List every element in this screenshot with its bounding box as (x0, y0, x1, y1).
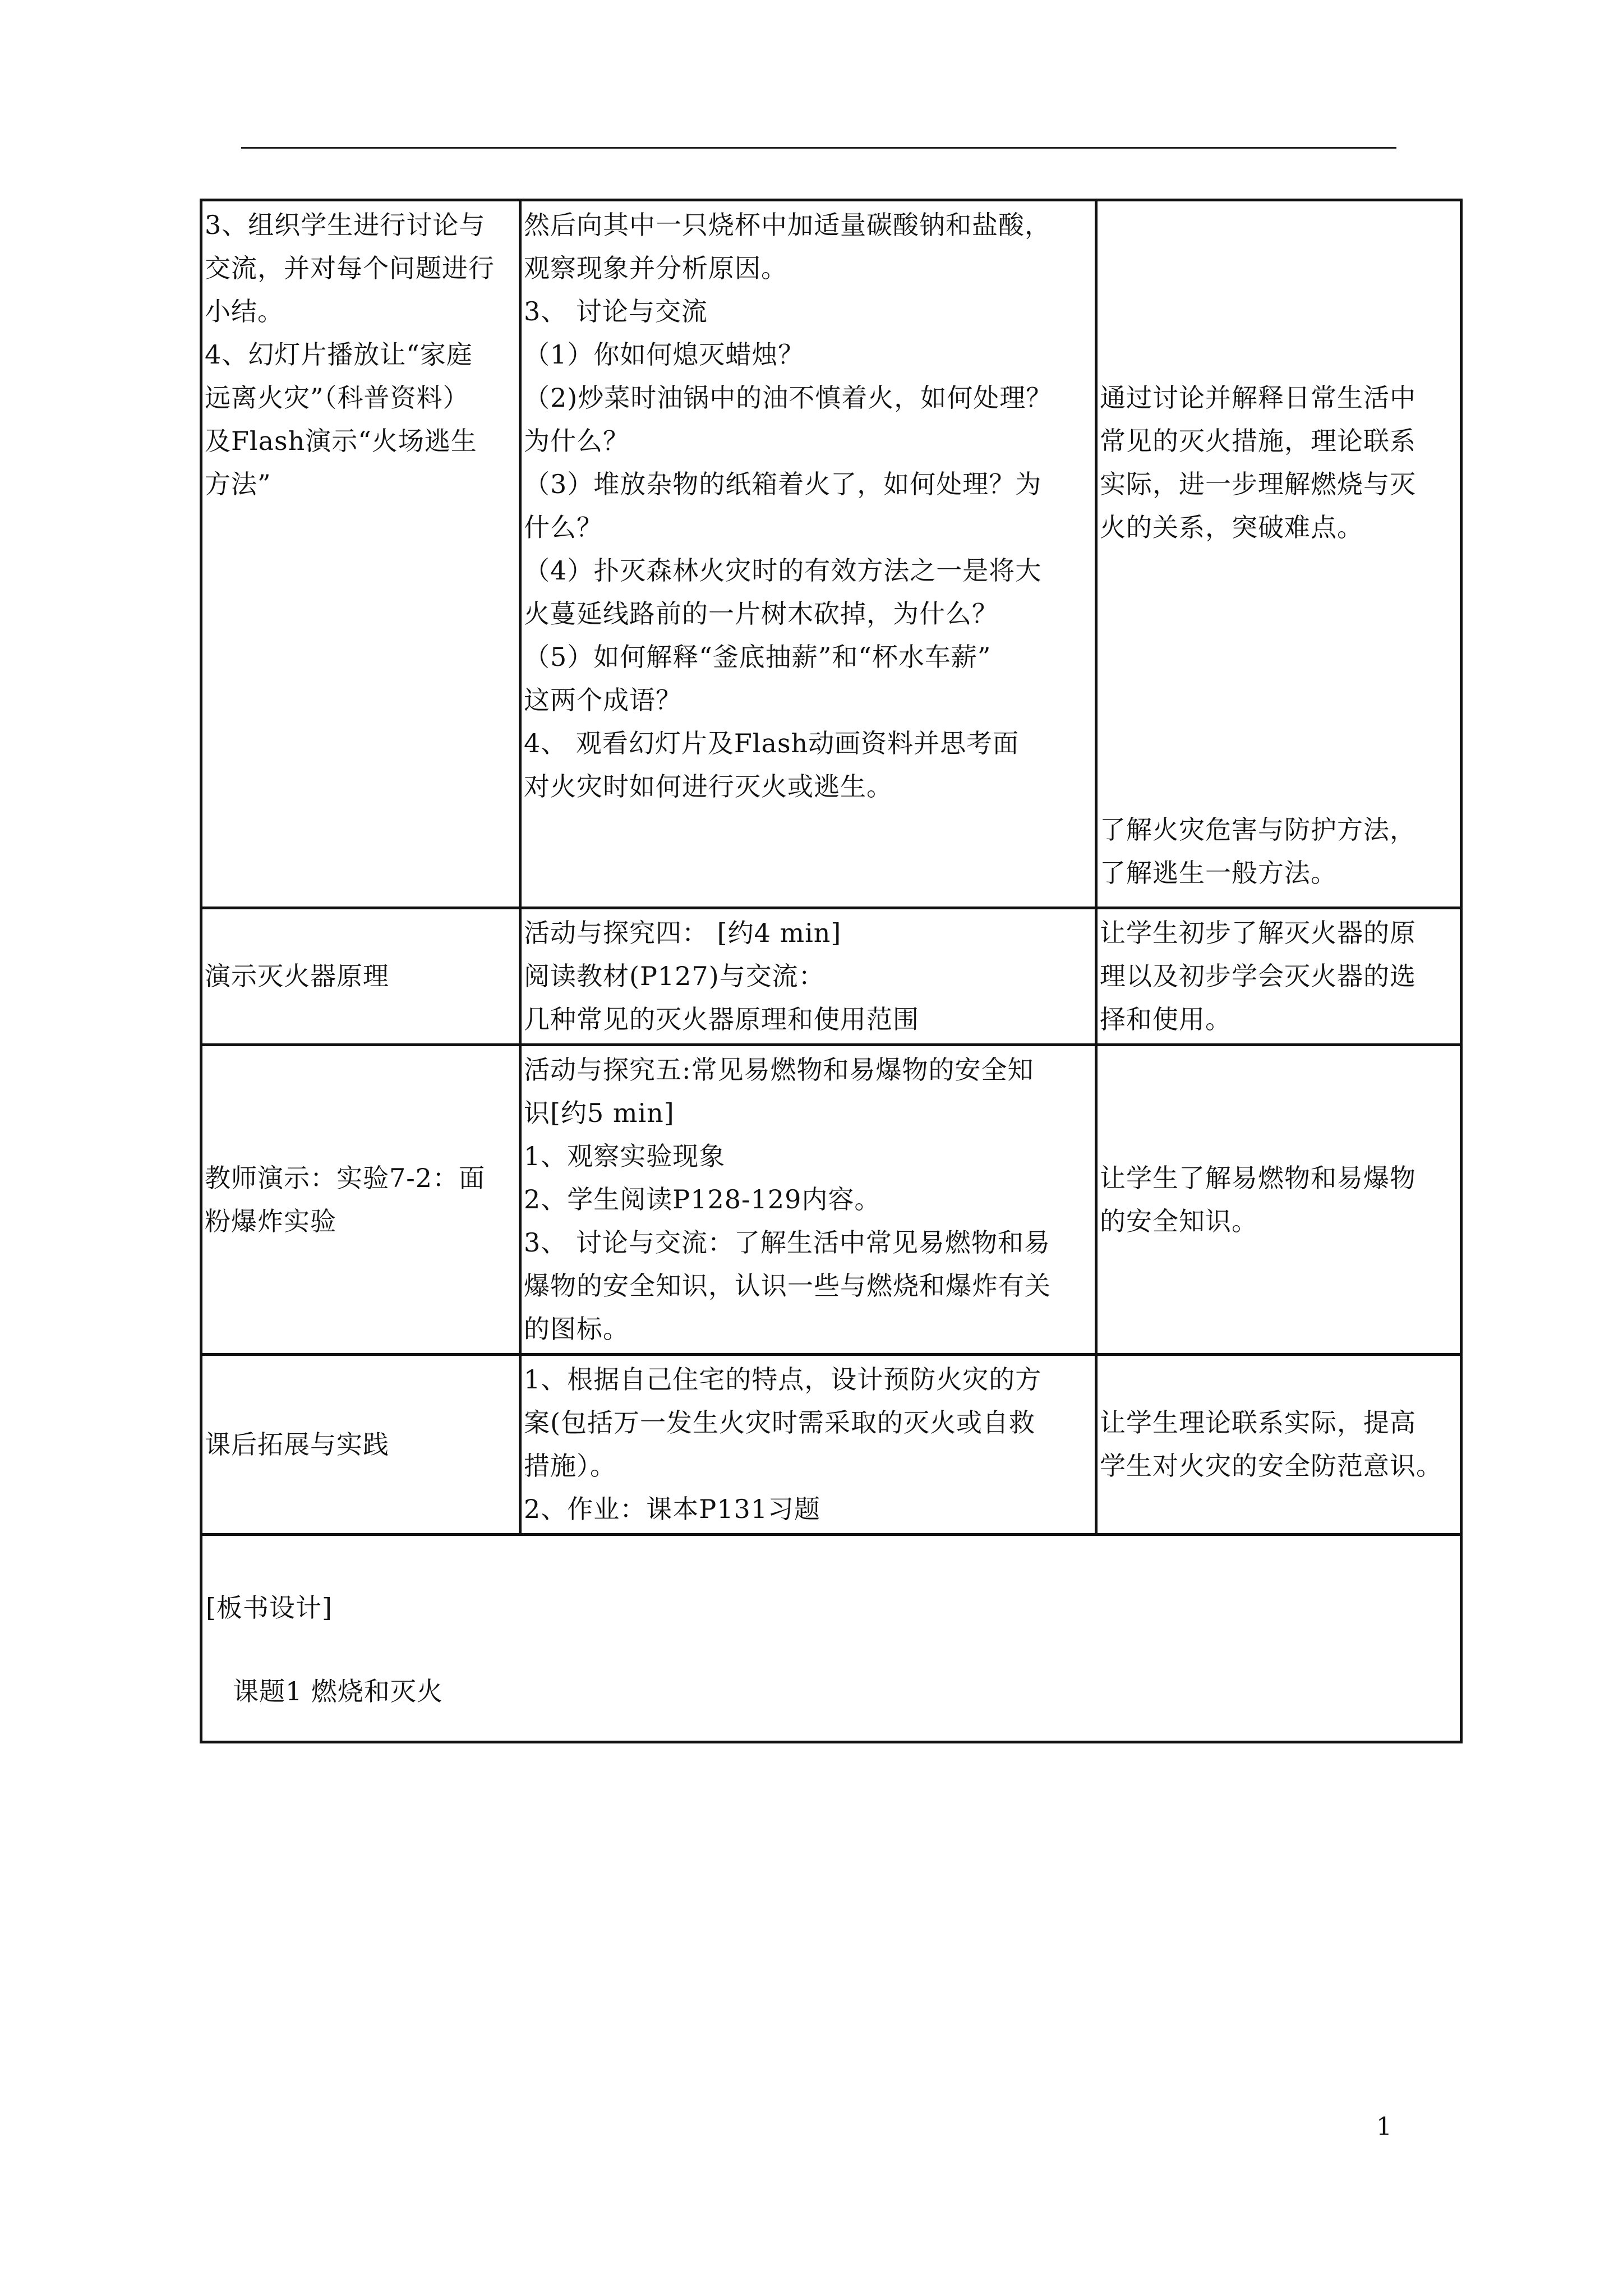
text-line: 让学生了解易燃物和易爆物 (1100, 1162, 1416, 1193)
text-line: 这两个成语？ (524, 685, 682, 715)
text-line: 活动与探究四： [约4 min] (524, 918, 842, 948)
text-line: 及Flash演示“火场逃生 (205, 426, 477, 456)
text-line: 4、幻灯片播放让“家庭 (205, 339, 473, 370)
text-line: 观察现象并分析原因。 (524, 253, 787, 283)
text-line: 实际，进一步理解燃烧与灭 (1100, 469, 1416, 499)
teacher-activity-cell (201, 908, 520, 1045)
table-row (201, 1535, 1461, 1742)
text-line: 案(包括万一发生火灾时需采取的灭火或自救 (524, 1407, 1035, 1438)
text-line: 为什么？ (524, 426, 629, 456)
text-line: 通过讨论并解释日常生活中 (1100, 383, 1416, 413)
text-line: 演示灭火器原理 (205, 961, 389, 991)
design-intent-cell (1096, 1045, 1461, 1355)
text-line: 措施）。 (524, 1451, 616, 1481)
text-line: 3、组织学生进行讨论与 (205, 210, 486, 240)
table-row (201, 200, 1461, 908)
text-line: 小结。 (205, 296, 284, 326)
text-line: 3、 讨论与交流 (524, 296, 708, 326)
table-row (201, 1045, 1461, 1355)
text-line: 阅读教材(P127)与交流： (524, 961, 825, 991)
teacher-activity-cell (201, 1045, 520, 1355)
table-row (201, 908, 1461, 1045)
student-activity-cell (520, 1045, 1096, 1355)
text-line: 1、观察实验现象 (524, 1141, 726, 1171)
text-line: （5）如何解释“釜底抽薪”和“杯水车薪” (524, 642, 992, 672)
text-line: 交流，并对每个问题进行 (205, 253, 495, 283)
text-line: 2、作业：课本P131习题 (524, 1494, 821, 1524)
text-line: （3）堆放杂物的纸箱着火了，如何处理？为 (524, 469, 1042, 499)
text-line: 远离火灾”（科普资料） (205, 383, 469, 413)
text-line: 课后拓展与实践 (205, 1429, 389, 1460)
text-line: （4）扑灭森林火灾时的有效方法之一是将大 (524, 555, 1042, 586)
board-design-heading: [板书设计] (206, 1593, 333, 1623)
design-intent-cell (1096, 200, 1461, 908)
header-rule (241, 147, 1396, 149)
text-line: 然后向其中一只烧杯中加适量碳酸钠和盐酸， (524, 210, 1051, 240)
text-line: 对火灾时如何进行灭火或逃生。 (524, 771, 893, 802)
text-line: 常见的灭火措施，理论联系 (1100, 426, 1416, 456)
text-line: 学生对火灾的安全防范意识。 (1100, 1451, 1442, 1481)
student-activity-cell (520, 200, 1096, 908)
text-line: 什么？ (524, 512, 603, 542)
text-line: 方法” (205, 469, 271, 499)
student-activity-cell (520, 1355, 1096, 1535)
text-line: 火蔓延线路前的一片树木砍掉，为什么？ (524, 599, 998, 629)
text-line: 择和使用。 (1100, 1004, 1232, 1034)
text-line: 了解逃生一般方法。 (1100, 858, 1337, 888)
text-line: 4、 观看幻灯片及Flash动画资料并思考面 (524, 728, 1020, 758)
board-design-cell (201, 1535, 1461, 1742)
text-line: 了解火灾危害与防护方法， (1100, 815, 1416, 845)
text-line: 活动与探究五:常见易燃物和易爆物的安全知 (524, 1055, 1034, 1085)
text-line: 的图标。 (524, 1314, 629, 1344)
page-number: 1 (1376, 2113, 1392, 2141)
text-line: （1）你如何熄灭蜡烛？ (524, 339, 805, 370)
design-intent-cell (1096, 1355, 1461, 1535)
board-design-topic: 课题1 燃烧和灭火 (233, 1676, 443, 1706)
text-line: 1、根据自己住宅的特点，设计预防火灾的方 (524, 1364, 1042, 1395)
text-line: 几种常见的灭火器原理和使用范围 (524, 1004, 919, 1034)
text-line: 火的关系，突破难点。 (1100, 512, 1363, 542)
text-line: 理以及初步学会灭火器的选 (1100, 961, 1416, 991)
text-line: 的安全知识。 (1100, 1205, 1258, 1236)
lesson-plan-table (200, 199, 1463, 1743)
design-intent-cell (1096, 908, 1461, 1045)
student-activity-cell (520, 908, 1096, 1045)
text-line: 3、 讨论与交流：了解生活中常见易燃物和易 (524, 1227, 1050, 1258)
table-row (201, 1355, 1461, 1535)
text-line: 爆物的安全知识，认识一些与燃烧和爆炸有关 (524, 1271, 1051, 1301)
text-line: （2)炒菜时油锅中的油不慎着火，如何处理？ (524, 383, 1053, 413)
text-line: 让学生初步了解灭火器的原 (1100, 918, 1416, 948)
text-line: 2、学生阅读P128-129内容。 (524, 1184, 881, 1214)
teacher-activity-cell (201, 1355, 520, 1535)
text-line: 让学生理论联系实际，提高 (1100, 1407, 1416, 1438)
text-line: 教师演示：实验7-2：面 (205, 1162, 486, 1193)
text-line: 粉爆炸实验 (205, 1205, 336, 1236)
teacher-activity-cell (201, 200, 520, 908)
text-line: 识[约5 min] (524, 1098, 675, 1128)
